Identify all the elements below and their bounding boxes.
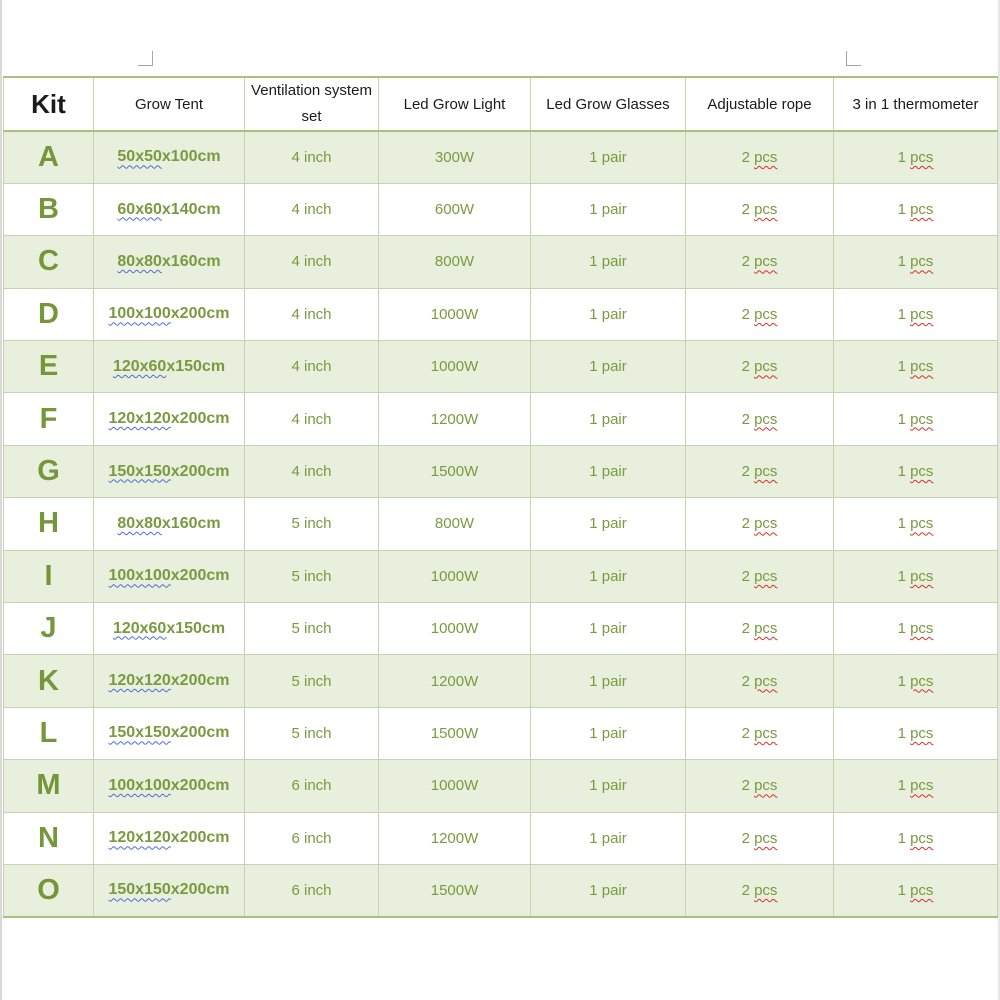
kit-comparison-table — [3, 76, 998, 918]
rope-count: 2 — [741, 620, 750, 638]
thermometer-cell — [834, 341, 998, 393]
grow-tent-cell — [94, 183, 245, 235]
tent-dimensions-prefix: 150x150 — [108, 724, 171, 742]
thermometer-count: 1 — [897, 724, 906, 742]
tent-dimensions-suffix: x200cm — [170, 776, 230, 794]
tent-dimensions-suffix: x200cm — [170, 410, 230, 428]
tent-dimensions-prefix: 120x60 — [112, 357, 167, 375]
table-row — [4, 131, 998, 183]
table-row — [4, 498, 998, 550]
table-row — [4, 655, 998, 707]
tent-dimensions-prefix: 120x120 — [108, 410, 171, 428]
table-row — [4, 183, 998, 235]
thermometer-cell — [834, 131, 998, 183]
thermometer-unit: pcs — [910, 567, 934, 585]
thermometer-unit: pcs — [910, 253, 934, 271]
ventilation-cell: 5 inch — [245, 707, 379, 759]
adjustable-rope-cell — [686, 707, 834, 759]
rope-count: 2 — [741, 201, 750, 219]
ventilation-cell: 5 inch — [245, 498, 379, 550]
ventilation-cell: 5 inch — [245, 655, 379, 707]
header-thermometer: 3 in 1 thermometer — [834, 77, 998, 131]
thermometer-cell — [834, 707, 998, 759]
adjustable-rope-cell — [686, 183, 834, 235]
thermometer-count: 1 — [897, 829, 906, 847]
thermometer-count: 1 — [897, 620, 906, 638]
adjustable-rope-cell — [686, 236, 834, 288]
table-row — [4, 393, 998, 445]
ventilation-cell: 5 inch — [245, 550, 379, 602]
grow-tent-cell — [94, 760, 245, 812]
thermometer-count: 1 — [897, 305, 906, 323]
table-row — [4, 864, 998, 916]
page-edge-left — [0, 0, 2, 1000]
thermometer-count: 1 — [897, 410, 906, 428]
table-row — [4, 707, 998, 759]
adjustable-rope-cell — [686, 603, 834, 655]
tent-dimensions-prefix: 80x80 — [117, 252, 162, 270]
led-grow-glasses-cell: 1 pair — [531, 812, 686, 864]
rope-count: 2 — [741, 305, 750, 323]
led-grow-light-cell: 300W — [379, 131, 531, 183]
rope-count: 2 — [741, 253, 750, 271]
rope-count: 2 — [741, 515, 750, 533]
tent-dimensions-prefix: 60x60 — [117, 200, 162, 218]
tent-dimensions-prefix: 120x120 — [108, 672, 171, 690]
led-grow-light-cell: 600W — [379, 183, 531, 235]
led-grow-light-cell: 1000W — [379, 760, 531, 812]
rope-count: 2 — [741, 724, 750, 742]
thermometer-count: 1 — [897, 148, 906, 166]
adjustable-rope-cell — [686, 498, 834, 550]
adjustable-rope-cell — [686, 864, 834, 916]
ventilation-cell: 4 inch — [245, 445, 379, 497]
margin-corner-mark-right — [846, 51, 861, 66]
thermometer-unit: pcs — [910, 305, 934, 323]
thermometer-cell — [834, 183, 998, 235]
led-grow-glasses-cell: 1 pair — [531, 655, 686, 707]
rope-unit: pcs — [754, 881, 778, 899]
tent-dimensions-suffix: x150cm — [166, 619, 226, 637]
thermometer-count: 1 — [897, 358, 906, 376]
table-row — [4, 445, 998, 497]
thermometer-unit: pcs — [910, 358, 934, 376]
led-grow-light-cell: 1000W — [379, 550, 531, 602]
grow-tent-cell — [94, 864, 245, 916]
rope-count: 2 — [741, 881, 750, 899]
grow-tent-cell — [94, 341, 245, 393]
table-row — [4, 760, 998, 812]
tent-dimensions-suffix: x150cm — [166, 357, 226, 375]
ventilation-cell: 4 inch — [245, 131, 379, 183]
thermometer-unit: pcs — [910, 620, 934, 638]
led-grow-glasses-cell: 1 pair — [531, 393, 686, 445]
tent-dimensions-prefix: 100x100 — [108, 305, 171, 323]
thermometer-count: 1 — [897, 567, 906, 585]
rope-unit: pcs — [754, 201, 778, 219]
header-led-grow-glasses: Led Grow Glasses — [531, 77, 686, 131]
kit-letter-cell: I — [4, 550, 94, 602]
thermometer-cell — [834, 445, 998, 497]
ventilation-cell: 6 inch — [245, 812, 379, 864]
kit-letter-cell: G — [4, 445, 94, 497]
ventilation-cell: 6 inch — [245, 864, 379, 916]
ventilation-cell: 4 inch — [245, 341, 379, 393]
tent-dimensions-suffix: x200cm — [170, 881, 230, 899]
tent-dimensions-prefix: 100x100 — [108, 567, 171, 585]
thermometer-unit: pcs — [910, 724, 934, 742]
led-grow-light-cell: 1000W — [379, 288, 531, 340]
adjustable-rope-cell — [686, 760, 834, 812]
margin-corner-mark-left — [138, 51, 153, 66]
kit-letter-cell: O — [4, 864, 94, 916]
ventilation-cell: 6 inch — [245, 760, 379, 812]
led-grow-light-cell: 800W — [379, 236, 531, 288]
tent-dimensions-suffix: x200cm — [170, 724, 230, 742]
tent-dimensions-suffix: x140cm — [161, 200, 221, 218]
tent-dimensions-suffix: x200cm — [170, 829, 230, 847]
table-row — [4, 603, 998, 655]
led-grow-light-cell: 1000W — [379, 603, 531, 655]
rope-count: 2 — [741, 777, 750, 795]
thermometer-unit: pcs — [910, 777, 934, 795]
led-grow-glasses-cell: 1 pair — [531, 760, 686, 812]
header-grow-tent: Grow Tent — [94, 77, 245, 131]
thermometer-count: 1 — [897, 515, 906, 533]
tent-dimensions-suffix: x160cm — [161, 514, 221, 532]
header-led-grow-light: Led Grow Light — [379, 77, 531, 131]
grow-tent-cell — [94, 603, 245, 655]
kit-letter-cell: A — [4, 131, 94, 183]
table-row — [4, 288, 998, 340]
led-grow-glasses-cell: 1 pair — [531, 131, 686, 183]
thermometer-unit: pcs — [910, 148, 934, 166]
rope-unit: pcs — [754, 672, 778, 690]
grow-tent-cell — [94, 445, 245, 497]
adjustable-rope-cell — [686, 131, 834, 183]
rope-unit: pcs — [754, 777, 778, 795]
rope-unit: pcs — [754, 410, 778, 428]
led-grow-glasses-cell: 1 pair — [531, 498, 686, 550]
thermometer-unit: pcs — [910, 463, 934, 481]
table-header-row — [4, 77, 998, 131]
tent-dimensions-suffix: x160cm — [161, 252, 221, 270]
led-grow-glasses-cell: 1 pair — [531, 288, 686, 340]
rope-unit: pcs — [754, 305, 778, 323]
rope-unit: pcs — [754, 724, 778, 742]
rope-count: 2 — [741, 410, 750, 428]
kit-letter-cell: L — [4, 707, 94, 759]
kit-letter-cell: C — [4, 236, 94, 288]
thermometer-cell — [834, 760, 998, 812]
kit-letter-cell: H — [4, 498, 94, 550]
kit-letter-cell: N — [4, 812, 94, 864]
thermometer-cell — [834, 393, 998, 445]
rope-unit: pcs — [754, 567, 778, 585]
ventilation-cell: 4 inch — [245, 288, 379, 340]
led-grow-light-cell: 1500W — [379, 864, 531, 916]
led-grow-glasses-cell: 1 pair — [531, 341, 686, 393]
ventilation-cell: 4 inch — [245, 183, 379, 235]
led-grow-glasses-cell: 1 pair — [531, 707, 686, 759]
led-grow-light-cell: 1500W — [379, 707, 531, 759]
header-ventilation: Ventilation system set — [245, 77, 379, 131]
thermometer-unit: pcs — [910, 672, 934, 690]
kit-letter-cell: J — [4, 603, 94, 655]
rope-unit: pcs — [754, 515, 778, 533]
rope-count: 2 — [741, 463, 750, 481]
rope-unit: pcs — [754, 148, 778, 166]
led-grow-light-cell: 1200W — [379, 812, 531, 864]
thermometer-cell — [834, 498, 998, 550]
rope-unit: pcs — [754, 463, 778, 481]
rope-unit: pcs — [754, 620, 778, 638]
rope-count: 2 — [741, 358, 750, 376]
adjustable-rope-cell — [686, 341, 834, 393]
tent-dimensions-suffix: x200cm — [170, 305, 230, 323]
rope-count: 2 — [741, 672, 750, 690]
led-grow-glasses-cell: 1 pair — [531, 445, 686, 497]
kit-letter-cell: K — [4, 655, 94, 707]
ventilation-cell: 4 inch — [245, 393, 379, 445]
thermometer-count: 1 — [897, 881, 906, 899]
tent-dimensions-prefix: 150x150 — [108, 462, 171, 480]
led-grow-glasses-cell: 1 pair — [531, 236, 686, 288]
table-row — [4, 550, 998, 602]
adjustable-rope-cell — [686, 550, 834, 602]
grow-tent-cell — [94, 236, 245, 288]
kit-letter-cell: M — [4, 760, 94, 812]
tent-dimensions-prefix: 50x50 — [117, 148, 162, 166]
rope-unit: pcs — [754, 253, 778, 271]
kit-letter-cell: D — [4, 288, 94, 340]
tent-dimensions-prefix: 100x100 — [108, 776, 171, 794]
grow-tent-cell — [94, 707, 245, 759]
thermometer-unit: pcs — [910, 410, 934, 428]
led-grow-light-cell: 1200W — [379, 393, 531, 445]
tent-dimensions-prefix: 120x60 — [112, 619, 167, 637]
thermometer-cell — [834, 603, 998, 655]
tent-dimensions-suffix: x200cm — [170, 462, 230, 480]
thermometer-count: 1 — [897, 463, 906, 481]
grow-tent-cell — [94, 550, 245, 602]
table-row — [4, 341, 998, 393]
thermometer-unit: pcs — [910, 881, 934, 899]
kit-letter-cell: B — [4, 183, 94, 235]
led-grow-light-cell: 800W — [379, 498, 531, 550]
grow-tent-cell — [94, 498, 245, 550]
thermometer-cell — [834, 288, 998, 340]
led-grow-light-cell: 1500W — [379, 445, 531, 497]
rope-unit: pcs — [754, 358, 778, 376]
grow-tent-cell — [94, 288, 245, 340]
grow-tent-cell — [94, 131, 245, 183]
header-kit: Kit — [4, 77, 94, 131]
tent-dimensions-prefix: 80x80 — [117, 514, 162, 532]
thermometer-count: 1 — [897, 253, 906, 271]
grow-tent-cell — [94, 812, 245, 864]
rope-count: 2 — [741, 148, 750, 166]
led-grow-glasses-cell: 1 pair — [531, 864, 686, 916]
grow-tent-cell — [94, 393, 245, 445]
grow-tent-cell — [94, 655, 245, 707]
thermometer-count: 1 — [897, 777, 906, 795]
thermometer-unit: pcs — [910, 829, 934, 847]
adjustable-rope-cell — [686, 393, 834, 445]
kit-letter-cell: F — [4, 393, 94, 445]
thermometer-cell — [834, 812, 998, 864]
tent-dimensions-suffix: x200cm — [170, 672, 230, 690]
led-grow-light-cell: 1200W — [379, 655, 531, 707]
adjustable-rope-cell — [686, 655, 834, 707]
thermometer-cell — [834, 550, 998, 602]
header-adjustable-rope: Adjustable rope — [686, 77, 834, 131]
thermometer-cell — [834, 655, 998, 707]
ventilation-cell: 5 inch — [245, 603, 379, 655]
adjustable-rope-cell — [686, 445, 834, 497]
kit-letter-cell: E — [4, 341, 94, 393]
tent-dimensions-prefix: 120x120 — [108, 829, 171, 847]
adjustable-rope-cell — [686, 812, 834, 864]
thermometer-count: 1 — [897, 672, 906, 690]
thermometer-unit: pcs — [910, 515, 934, 533]
thermometer-count: 1 — [897, 201, 906, 219]
thermometer-cell — [834, 864, 998, 916]
tent-dimensions-suffix: x100cm — [161, 148, 221, 166]
tent-dimensions-suffix: x200cm — [170, 567, 230, 585]
tent-dimensions-prefix: 150x150 — [108, 881, 171, 899]
thermometer-cell — [834, 236, 998, 288]
led-grow-glasses-cell: 1 pair — [531, 603, 686, 655]
table-row — [4, 812, 998, 864]
rope-count: 2 — [741, 829, 750, 847]
table-row — [4, 236, 998, 288]
rope-unit: pcs — [754, 829, 778, 847]
adjustable-rope-cell — [686, 288, 834, 340]
ventilation-cell: 4 inch — [245, 236, 379, 288]
thermometer-unit: pcs — [910, 201, 934, 219]
led-grow-glasses-cell: 1 pair — [531, 550, 686, 602]
led-grow-glasses-cell: 1 pair — [531, 183, 686, 235]
led-grow-light-cell: 1000W — [379, 341, 531, 393]
rope-count: 2 — [741, 567, 750, 585]
table-body — [4, 131, 998, 917]
